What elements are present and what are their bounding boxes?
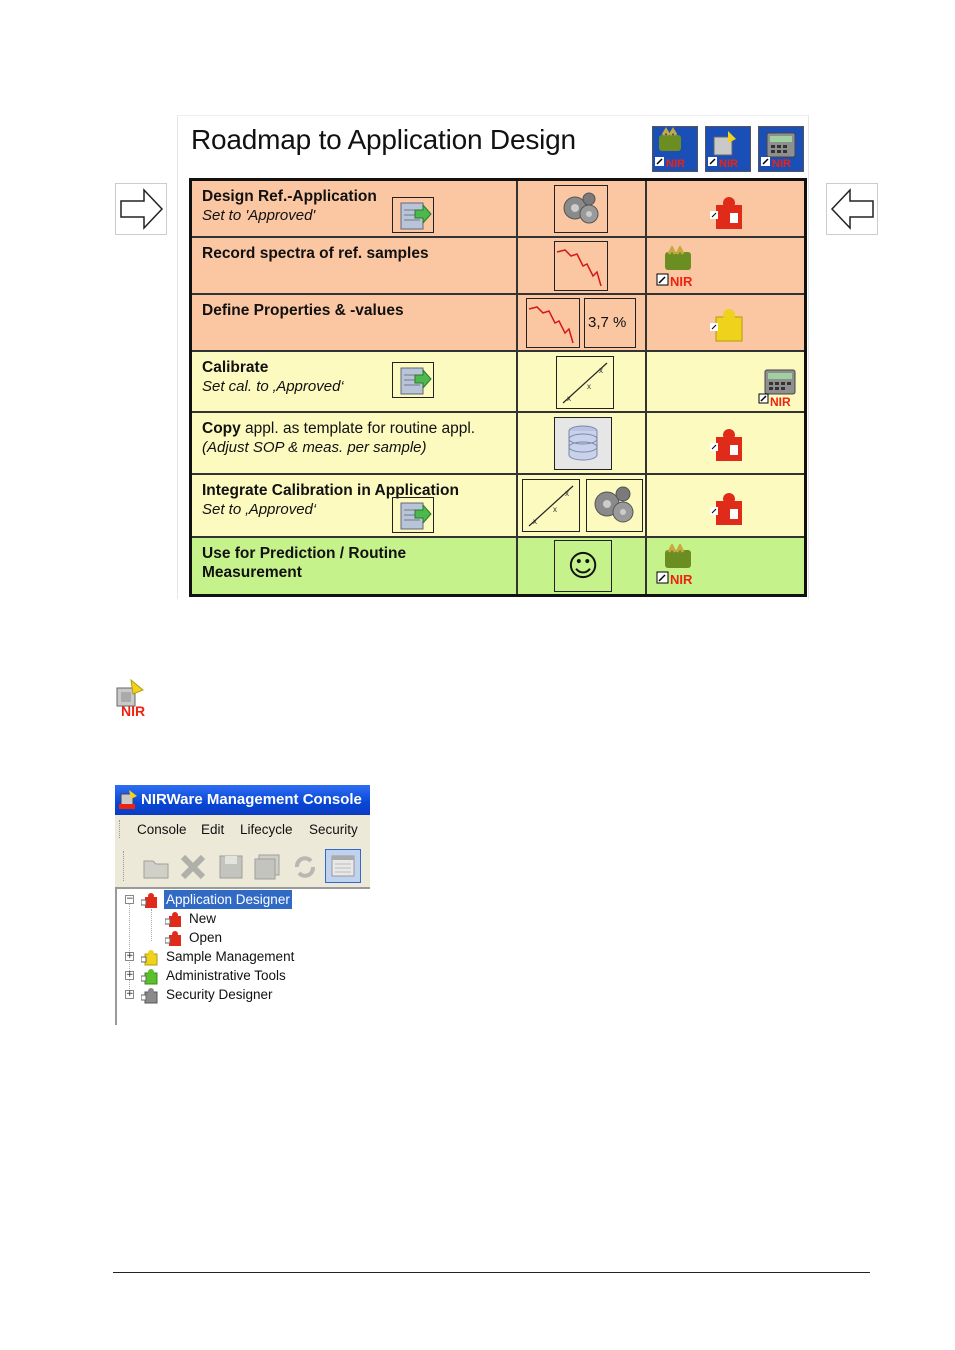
row-title: Calibrate xyxy=(202,359,269,376)
nir-box-icon xyxy=(705,126,751,172)
roadmap-slide xyxy=(177,115,809,599)
gears-icon xyxy=(586,479,643,532)
approve-document-icon xyxy=(392,497,434,533)
red-puzzle-icon xyxy=(710,425,750,468)
row-subtitle: (Adjust SOP & meas. per sample) xyxy=(202,439,427,456)
row-title: Define Properties & -values xyxy=(202,302,404,319)
nir-hand-icon xyxy=(655,544,701,593)
nir-application-designer-icon xyxy=(113,678,155,720)
open-folder-icon[interactable] xyxy=(141,853,171,881)
row-title-rest: appl. as template for routine appl. xyxy=(240,420,476,437)
red-puzzle-icon xyxy=(141,891,161,909)
tree-label: Application Designer xyxy=(166,892,290,907)
collapse-icon[interactable]: − xyxy=(126,894,134,904)
expand-icon[interactable]: + xyxy=(126,970,134,980)
approve-document-icon xyxy=(392,197,434,233)
svg-text:x: x xyxy=(599,366,603,375)
svg-text:NIR: NIR xyxy=(670,274,693,289)
refresh-icon[interactable] xyxy=(291,853,319,881)
spectrum-icon xyxy=(526,298,580,348)
left-arrow-icon xyxy=(827,184,877,234)
red-puzzle-icon xyxy=(165,910,185,928)
red-puzzle-icon xyxy=(165,929,185,947)
nir-hand-icon xyxy=(655,246,701,295)
svg-text:NIR: NIR xyxy=(770,395,791,408)
menu-security[interactable]: Security xyxy=(309,822,358,837)
tree-label: Administrative Tools xyxy=(166,968,286,983)
row-subtitle: Set to ‚Approved‘ xyxy=(202,501,317,518)
footer-divider xyxy=(113,1272,870,1273)
roadmap-row-design xyxy=(192,181,804,238)
row-title-bold: Copy xyxy=(202,420,241,437)
save-all-icon[interactable] xyxy=(253,853,283,881)
next-arrow-button[interactable] xyxy=(115,183,167,235)
previous-arrow-button[interactable] xyxy=(826,183,878,235)
tree-label: New xyxy=(189,911,217,926)
console-menu-bar xyxy=(115,815,370,843)
row-subtitle: Set cal. to ‚Approved‘ xyxy=(202,378,344,395)
nir-calculator-icon xyxy=(758,126,804,172)
console-title-bar[interactable] xyxy=(115,785,370,815)
green-puzzle-icon xyxy=(141,967,161,985)
approve-document-icon xyxy=(392,362,434,398)
row-title: Design Ref.-Application xyxy=(202,188,377,205)
svg-text:NIR: NIR xyxy=(666,158,685,170)
tree-item-application-designer[interactable] xyxy=(117,890,367,909)
tree-label: Sample Management xyxy=(166,949,295,964)
properties-button[interactable] xyxy=(325,849,361,883)
svg-text:NIR: NIR xyxy=(719,158,738,170)
save-icon[interactable] xyxy=(217,853,245,881)
console-toolbar xyxy=(115,843,370,889)
smiley-glyph: ☺ xyxy=(567,549,599,584)
smiley-icon xyxy=(554,540,612,592)
tree-item-open[interactable] xyxy=(117,928,367,947)
red-puzzle-icon xyxy=(710,489,750,532)
calibration-plot-icon xyxy=(556,356,614,409)
red-puzzle-icon xyxy=(710,193,750,236)
yellow-puzzle-icon xyxy=(710,305,750,350)
console-title: NIRWare Management Console xyxy=(141,791,362,808)
svg-text:x: x xyxy=(565,489,569,498)
spectrum-icon xyxy=(554,241,608,291)
gears-icon xyxy=(554,185,608,233)
console-app-icon xyxy=(119,790,139,810)
calibration-plot-icon xyxy=(522,479,580,532)
roadmap-table xyxy=(189,178,807,597)
toolbar-grip xyxy=(123,851,126,881)
svg-text:NIR: NIR xyxy=(670,572,693,587)
svg-text:x: x xyxy=(567,394,571,403)
right-arrow-icon xyxy=(116,184,166,234)
row-title: Use for Prediction / Routine xyxy=(202,545,407,562)
menu-edit[interactable]: Edit xyxy=(201,822,225,837)
expand-icon[interactable]: + xyxy=(126,989,134,999)
gray-puzzle-icon xyxy=(141,986,161,1004)
row-title-line2: Measurement xyxy=(202,564,302,581)
svg-text:NIR: NIR xyxy=(772,158,791,170)
tree-item-new[interactable] xyxy=(117,909,367,928)
tree-label: Security Designer xyxy=(166,987,273,1002)
tree-item-sample-management[interactable] xyxy=(117,947,367,966)
yellow-puzzle-icon xyxy=(141,948,161,966)
svg-text:x: x xyxy=(533,517,537,526)
row-title: Record spectra of ref. samples xyxy=(202,245,429,262)
nir-hand-icon xyxy=(652,126,698,172)
management-console-window xyxy=(115,785,370,1025)
roadmap-row-calibrate xyxy=(192,352,804,413)
nir-calculator-icon xyxy=(757,366,801,413)
row-title: Integrate Calibration in Application xyxy=(202,482,459,499)
roadmap-row-copy xyxy=(192,413,804,475)
tree-item-security-designer[interactable] xyxy=(117,985,367,1004)
roadmap-title: Roadmap to Application Design xyxy=(191,124,576,155)
menu-lifecycle[interactable]: Lifecycle xyxy=(240,822,293,837)
roadmap-row-define xyxy=(192,295,804,352)
properties-icon xyxy=(326,850,360,882)
svg-text:x: x xyxy=(553,505,557,514)
database-icon xyxy=(554,417,612,470)
property-value-box xyxy=(584,298,636,348)
delete-icon[interactable] xyxy=(179,853,207,881)
roadmap-row-use xyxy=(192,538,804,594)
tree-label: Open xyxy=(189,930,223,945)
console-tree xyxy=(115,889,370,1025)
nir-logo-text: NIR xyxy=(121,703,146,719)
roadmap-row-integrate xyxy=(192,475,804,538)
roadmap-row-record xyxy=(192,238,804,295)
row-subtitle: Set to 'Approved' xyxy=(202,207,316,224)
property-value: 3,7 % xyxy=(588,314,627,331)
expand-icon[interactable]: + xyxy=(126,951,134,961)
svg-text:x: x xyxy=(587,382,591,391)
tree-item-administrative-tools[interactable] xyxy=(117,966,367,985)
menu-grip xyxy=(119,820,122,838)
menu-console[interactable]: Console xyxy=(137,822,187,837)
